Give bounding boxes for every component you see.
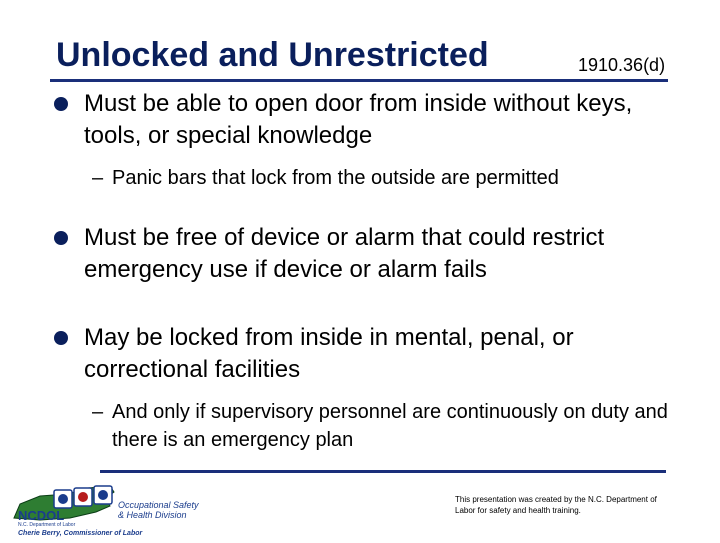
bullet-text: Must be free of device or alarm that could restrict emergency use if device or alarm fails <box>84 224 605 283</box>
dash-icon: – <box>92 167 104 189</box>
title-divider <box>50 79 668 82</box>
sub-bullet-text: Panic bars that lock from the outside are permitted <box>112 167 559 189</box>
logo-subtext: N.C. Department of Labor <box>18 522 76 528</box>
logo-text: NCDOL <box>18 508 65 523</box>
footer-note: This presentation was created by the N.C. Department of Labor for safety and health training. <box>455 495 657 515</box>
commissioner-name: Cherie Berry, Commissioner of Labor <box>18 530 143 537</box>
division-name <box>118 500 199 520</box>
ncdol-logo <box>10 478 260 538</box>
bullet-text: May be locked from inside in mental, penal, or correctional facilities <box>84 324 574 383</box>
dash-icon: – <box>92 401 104 423</box>
bullet-text: Must be able to open door from inside without keys, tools, or special knowledge <box>84 90 633 149</box>
division-line-1: Occupational Safety <box>118 500 199 510</box>
slide-title: Unlocked and Unrestricted <box>56 36 489 74</box>
bullet-dot-icon <box>54 231 68 245</box>
regulation-reference: 1910.36(d) <box>578 55 666 75</box>
sub-bullet-text: And only if supervisory personnel are continuously on duty and there is an emergency plan <box>112 401 668 451</box>
bullet-dot-icon <box>54 97 68 111</box>
division-line-2: & Health Division <box>118 510 187 520</box>
bullet-dot-icon <box>54 331 68 345</box>
footer-divider <box>100 470 666 473</box>
